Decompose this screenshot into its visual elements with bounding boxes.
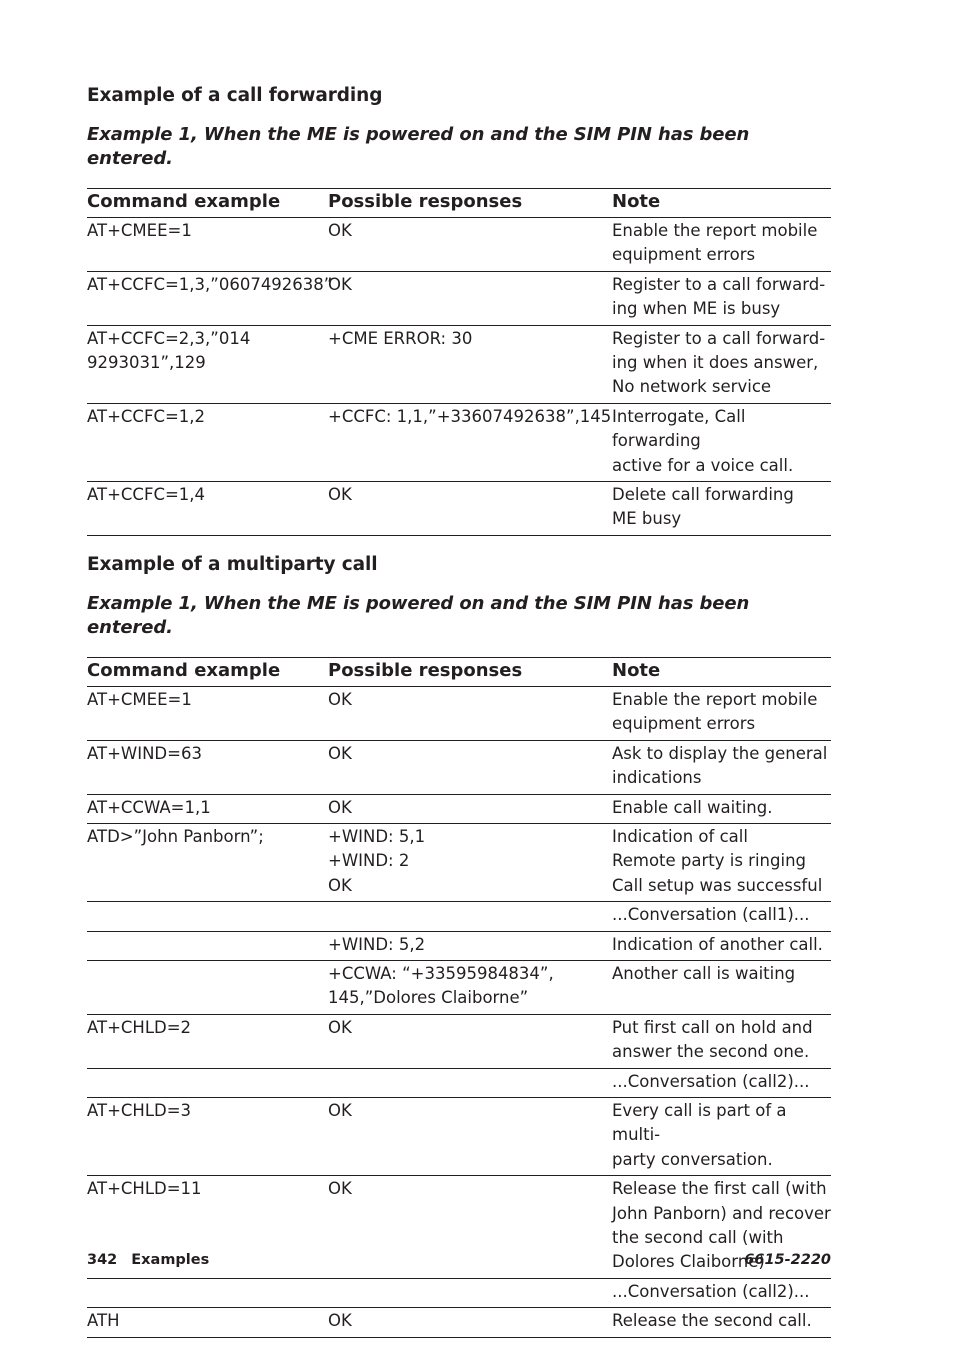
page-content (87, 0, 831, 1338)
command-cell: AT+CCFC=1,4 (87, 482, 328, 536)
response-cell: OK (328, 1308, 612, 1337)
command-cell: AT+WIND=63 (87, 740, 328, 794)
response-cell: +WIND: 5,1 +WIND: 2 OK (328, 823, 612, 901)
response-cell: OK (328, 271, 612, 325)
table-row (87, 740, 831, 794)
call-forwarding-table (87, 188, 831, 536)
note-cell: Register to a call forward- ing when it does answer, No network service (612, 325, 831, 403)
response-cell: OK (328, 218, 612, 272)
table-row (87, 960, 831, 1014)
footer-section-name: Examples (131, 1252, 210, 1268)
command-cell: AT+CCFC=1,3,”0607492638” (87, 271, 328, 325)
table-row (87, 823, 831, 901)
note-cell: Put first call on hold and answer the second one. (612, 1014, 831, 1068)
note-cell: Release the second call. (612, 1308, 831, 1337)
footer-left (87, 1250, 209, 1270)
section-subheading-call-forwarding: Example 1, When the ME is powered on and the SIM PIN has been entered. (87, 124, 750, 169)
command-cell: AT+CCWA=1,1 (87, 794, 328, 823)
note-cell: Release the first call (with John Panborn) and recover the second call (with Dolores Claiborne) (612, 1176, 831, 1279)
note-cell: Another call is waiting (612, 960, 831, 1014)
section-heading-call-forwarding: Example of a call forwarding (87, 85, 383, 106)
note-cell: Ask to display the general indications (612, 740, 831, 794)
table-row (87, 1278, 831, 1307)
command-cell (87, 902, 328, 931)
response-cell: OK (328, 686, 612, 740)
table-header-row (87, 657, 831, 686)
command-cell (87, 1068, 328, 1097)
note-cell: Enable call waiting. (612, 794, 831, 823)
note-cell: Register to a call forward- ing when ME is busy (612, 271, 831, 325)
table-row (87, 902, 831, 931)
note-cell: Indication of call Remote party is ringing Call setup was successful (612, 823, 831, 901)
note-cell: Delete call forwarding ME busy (612, 482, 831, 536)
column-header: Possible responses (328, 189, 612, 218)
command-cell: AT+CCFC=1,2 (87, 403, 328, 481)
column-header: Command example (87, 189, 328, 218)
response-cell: OK (328, 482, 612, 536)
table-row (87, 686, 831, 740)
table-row (87, 271, 831, 325)
table-row (87, 1068, 831, 1097)
multiparty-call-table (87, 657, 831, 1338)
table-header-row (87, 189, 831, 218)
response-cell: OK (328, 1014, 612, 1068)
page-number: 342 (87, 1252, 118, 1268)
response-cell (328, 1068, 612, 1097)
column-header: Possible responses (328, 657, 612, 686)
response-cell: +WIND: 5,2 (328, 931, 612, 960)
command-cell: ATD>”John Panborn”; (87, 823, 328, 901)
response-cell: OK (328, 740, 612, 794)
response-cell (328, 902, 612, 931)
response-cell: +CME ERROR: 30 (328, 325, 612, 403)
table-row (87, 794, 831, 823)
note-cell: Every call is part of a multi- party conversation. (612, 1097, 831, 1175)
note-cell: ...Conversation (call2)... (612, 1278, 831, 1307)
note-cell: Enable the report mobile equipment errors (612, 686, 831, 740)
table-row (87, 482, 831, 536)
table-row (87, 325, 831, 403)
call-forwarding-table-body (87, 218, 831, 536)
note-cell: ...Conversation (call1)... (612, 902, 831, 931)
command-cell: AT+CMEE=1 (87, 686, 328, 740)
table-row (87, 931, 831, 960)
command-cell (87, 1278, 328, 1307)
response-cell (328, 1278, 612, 1307)
command-cell: AT+CMEE=1 (87, 218, 328, 272)
command-cell: AT+CHLD=11 (87, 1176, 328, 1279)
note-cell: ...Conversation (call2)... (612, 1068, 831, 1097)
response-cell: +CCWA: “+33595984834”, 145,”Dolores Claiborne” (328, 960, 612, 1014)
command-cell: AT+CHLD=3 (87, 1097, 328, 1175)
response-cell: OK (328, 794, 612, 823)
column-header: Note (612, 657, 831, 686)
table-row (87, 218, 831, 272)
table-row (87, 1097, 831, 1175)
note-cell: Interrogate, Call forwarding active for a voice call. (612, 403, 831, 481)
table-row (87, 1308, 831, 1337)
table-row (87, 1014, 831, 1068)
section-subheading-multiparty-call: Example 1, When the ME is powered on and the SIM PIN has been entered. (87, 592, 750, 638)
response-cell: OK (328, 1097, 612, 1175)
response-cell: +CCFC: 1,1,”+33607492638”,145 (328, 403, 612, 481)
column-header: Command example (87, 657, 328, 686)
command-cell (87, 960, 328, 1014)
command-cell: ATH (87, 1308, 328, 1337)
note-cell: Enable the report mobile equipment errors (612, 218, 831, 272)
command-cell: AT+CHLD=2 (87, 1014, 328, 1068)
command-cell: AT+CCFC=2,3,”014 9293031”,129 (87, 325, 328, 403)
table-row (87, 403, 831, 481)
response-cell: OK (328, 1176, 612, 1279)
command-cell (87, 931, 328, 960)
section-heading-multiparty-call: Example of a multiparty call (87, 553, 378, 575)
note-cell: Indication of another call. (612, 931, 831, 960)
document-number: 6615-2220 (744, 1252, 831, 1268)
column-header: Note (612, 189, 831, 218)
multiparty-call-table-body (87, 686, 831, 1337)
